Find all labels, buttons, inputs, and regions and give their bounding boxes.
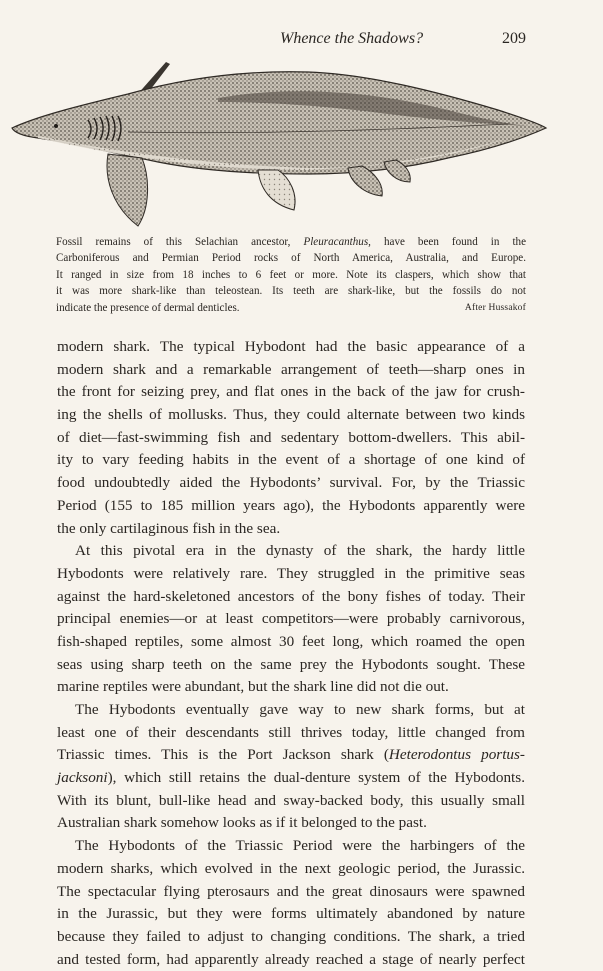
text-line: principal enemies—or at least competitors—were probably carnivorous, bbox=[57, 610, 525, 628]
figure-caption bbox=[56, 234, 526, 316]
text-line: Australian shark somehow looks as if it belonged to the past. bbox=[57, 814, 427, 832]
shark-illustration bbox=[8, 58, 548, 230]
eye bbox=[54, 124, 58, 128]
text-line: least one of their descendants still thrives today, little changed from bbox=[57, 723, 525, 741]
caption-line: indicate the presence of dermal denticles. After Hussakof bbox=[56, 300, 526, 316]
text-line: ity to vary feeding habits in the event of a shortage of one kind of bbox=[57, 451, 525, 469]
text-line: in the Jurassic, but they were forms ultimately abandoned by nature bbox=[57, 905, 525, 923]
caption-line: Carboniferous and Permian Period rocks of North America, Australia, and Europe. bbox=[56, 252, 526, 265]
text-line: and tested form, had apparently already reached a stage of nearly perfect bbox=[57, 950, 525, 968]
text-line: modern shark and a remarkable arrangement of teeth—sharp ones in bbox=[57, 360, 525, 378]
body-text bbox=[57, 336, 525, 971]
text-line: food undoubtedly aided the Hybodonts’ survival. For, by the Triassic bbox=[57, 474, 525, 492]
text-line: At this pivotal era in the dynasty of the shark, the hardy little bbox=[75, 542, 525, 560]
text-line: The spectacular flying pterosaurs and the great dinosaurs were spawned bbox=[57, 882, 525, 900]
text-line: The Hybodonts eventually gave way to new shark forms, but at bbox=[75, 701, 525, 718]
text-line: marine reptiles were abundant, but the shark line did not die out. bbox=[57, 678, 449, 696]
text-line: With its blunt, bull-like head and sway-backed body, this usually small bbox=[57, 791, 525, 809]
figure-credit: After Hussakof bbox=[464, 302, 526, 313]
text-line: the only cartilaginous fish in the sea. bbox=[57, 519, 281, 537]
text-line: against the hard-skeletoned ancestors of the bony fishes of today. Their bbox=[57, 587, 525, 605]
caption-line: it was more shark-like than teleostean. Its teeth are shark-like, but the fossils do not bbox=[56, 285, 526, 298]
text-line: Period (155 to 185 million years ago), the Hybodonts apparently were bbox=[57, 496, 525, 514]
genus-name: Pleuracanthus, bbox=[303, 236, 371, 248]
text-line: The Hybodonts of the Triassic Period were the harbingers of the bbox=[75, 837, 525, 855]
text-line: modern shark. The typical Hybodont had the basic appearance of a bbox=[57, 338, 525, 355]
species-name-cont: jacksoni bbox=[57, 769, 108, 787]
shark-body bbox=[12, 72, 546, 174]
caption-line: Fossil remains of this Selachian ancestor, Pleuracanthus, have been found in the bbox=[56, 236, 526, 248]
text-line: ing the shells of mollusks. Thus, they could alternate between two kinds bbox=[57, 406, 525, 424]
text-line: jacksoni), which still retains the dual-denture system of the Hybodonts. bbox=[57, 769, 525, 787]
pectoral-fin bbox=[107, 154, 148, 226]
text-line: fish-shaped reptiles, some almost 30 feet long, which roamed the open bbox=[57, 632, 525, 650]
text-line: modern sharks, which evolved in the next geologic period, the Jurassic. bbox=[57, 859, 525, 877]
text-line: the front for seizing prey, and flat ones in the back of the jaw for crush- bbox=[57, 383, 525, 401]
text-line: because they failed to adjust to changing conditions. The shark, a tried bbox=[57, 927, 525, 945]
species-name: Heterodontus portus- bbox=[388, 746, 525, 764]
text-line: of diet—fast-swimming fish and sedentary bottom-dwellers. This abil- bbox=[57, 428, 525, 446]
text-line: seas using sharp teeth on the same prey the Hybodonts sought. These bbox=[57, 655, 525, 673]
pelvic-fin bbox=[258, 170, 295, 210]
caption-line: It ranged in size from 18 inches to 6 feet or more. Note its claspers, which show that bbox=[56, 268, 526, 281]
page-number: 209 bbox=[502, 30, 526, 47]
text-line: Hybodonts were relatively rare. They struggled in the primitive seas bbox=[57, 564, 525, 582]
text-line: Triassic times. This is the Port Jackson shark (Heterodontus portus- bbox=[57, 746, 525, 764]
running-header bbox=[280, 30, 526, 52]
running-title: Whence the Shadows? bbox=[280, 30, 424, 47]
